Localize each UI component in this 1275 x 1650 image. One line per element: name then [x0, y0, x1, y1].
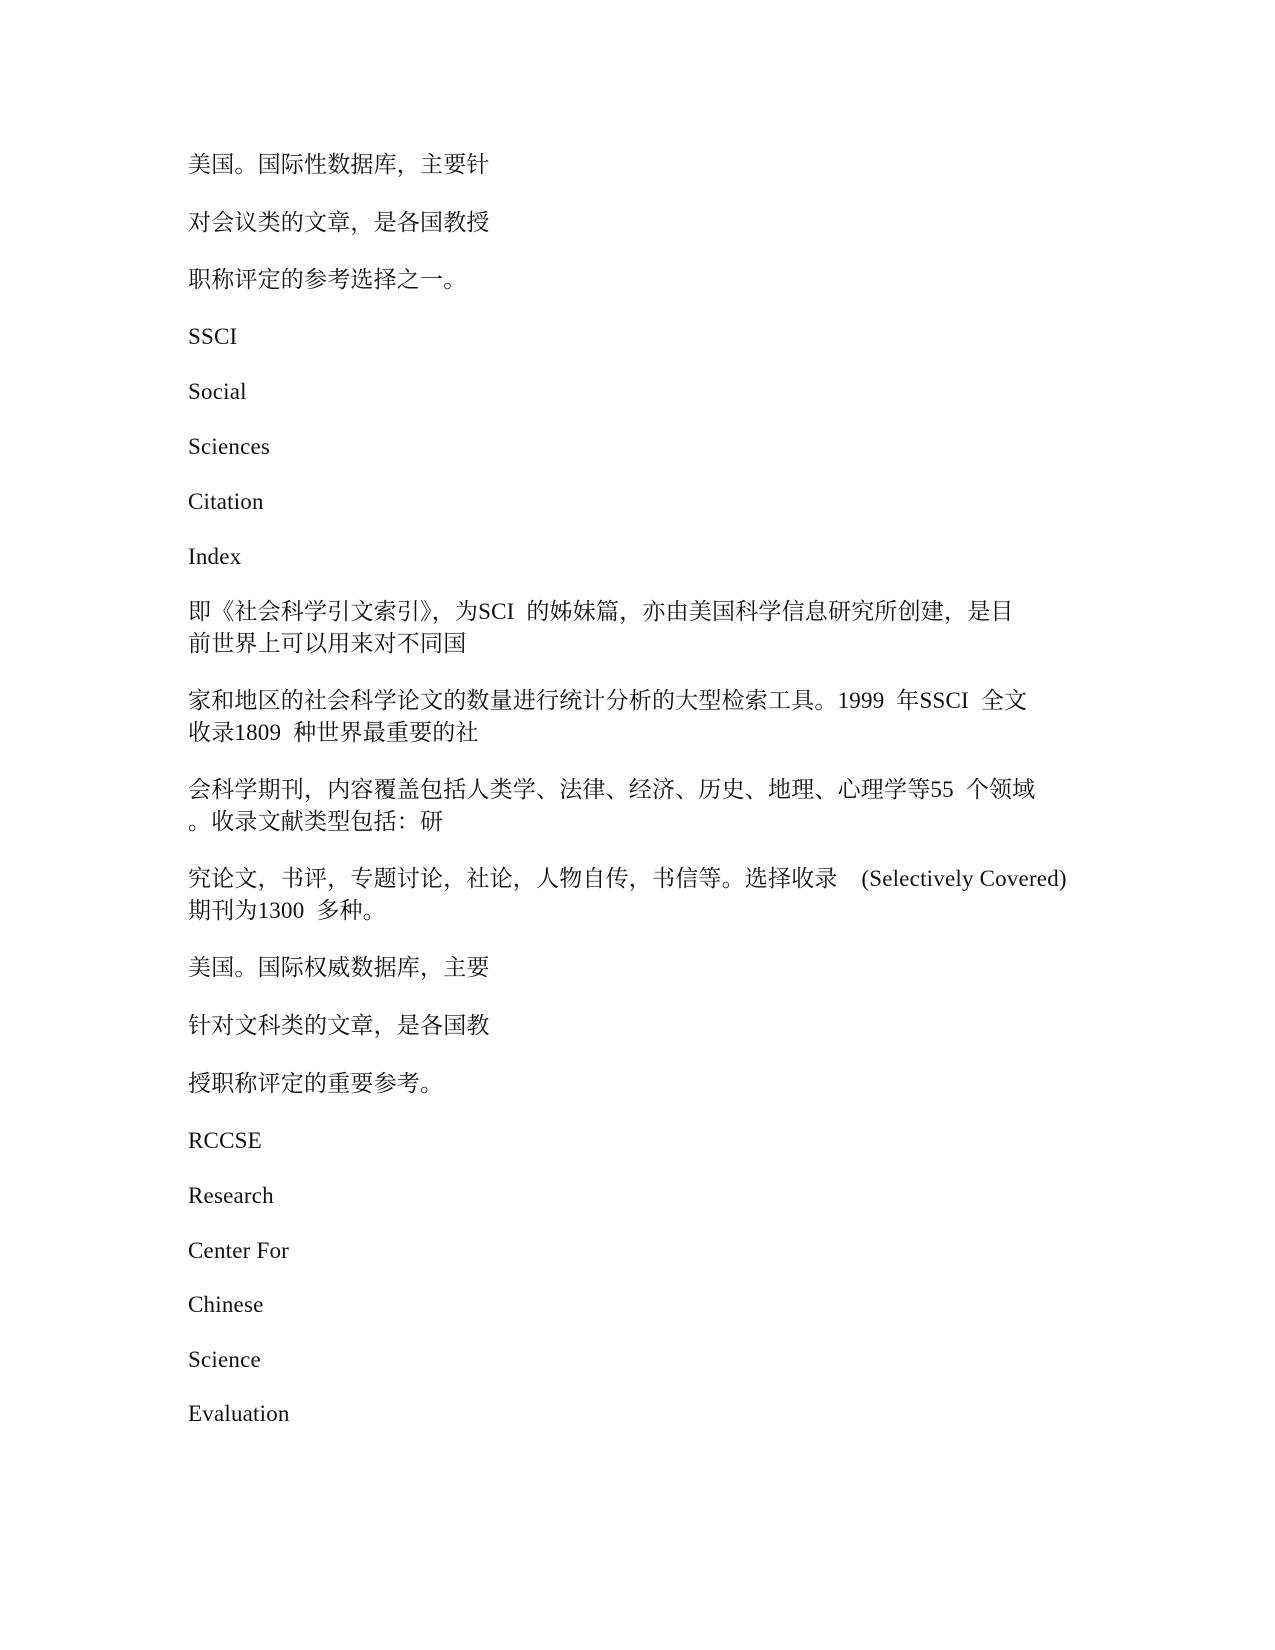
- paragraph-ssci-4: 究论文，书评，专题讨论，社论，人物自传，书信等。选择收录 (Selectively Covered) 期刊为1300 多种。: [188, 866, 1067, 923]
- term-evaluation: Evaluation: [188, 1401, 290, 1426]
- term-science: Science: [188, 1347, 261, 1372]
- term-sciences: Sciences: [188, 434, 271, 459]
- term-center-for: Center For: [188, 1238, 290, 1263]
- paragraph-4: 美国。国际权威数据库，主要: [188, 955, 490, 980]
- term-chinese: Chinese: [188, 1292, 264, 1317]
- paragraph-ssci-1: 即《社会科学引文索引》，为SCI 的姊妹篇，亦由美国科学信息研究所创建，是目 前世界上可以用来对不同国: [188, 599, 1014, 656]
- paragraph-5: 针对文科类的文章，是各国教: [188, 1013, 490, 1038]
- paragraph-6: 授职称评定的重要参考。: [188, 1071, 444, 1096]
- term-research: Research: [188, 1183, 274, 1208]
- paragraph-1: 美国。国际性数据库，主要针: [188, 152, 490, 177]
- heading-rccse: RCCSE: [188, 1128, 262, 1153]
- term-index: Index: [188, 544, 242, 569]
- heading-ssci: SSCI: [188, 324, 238, 349]
- paragraph-3: 职称评定的参考选择之一。: [188, 267, 467, 292]
- paragraph-ssci-3: 会科学期刊，内容覆盖包括人类学、法律、经济、历史、地理、心理学等55 个领域 。收录文献类型包括：研: [188, 777, 1036, 834]
- paragraph-ssci-2: 家和地区的社会科学论文的数量进行统计分析的大型检索工具。1999 年SSCI 全文 收录1809 种世界最重要的社: [188, 688, 1028, 745]
- paragraph-2: 对会议类的文章，是各国教授: [188, 210, 490, 235]
- term-citation: Citation: [188, 489, 264, 514]
- term-social: Social: [188, 379, 247, 404]
